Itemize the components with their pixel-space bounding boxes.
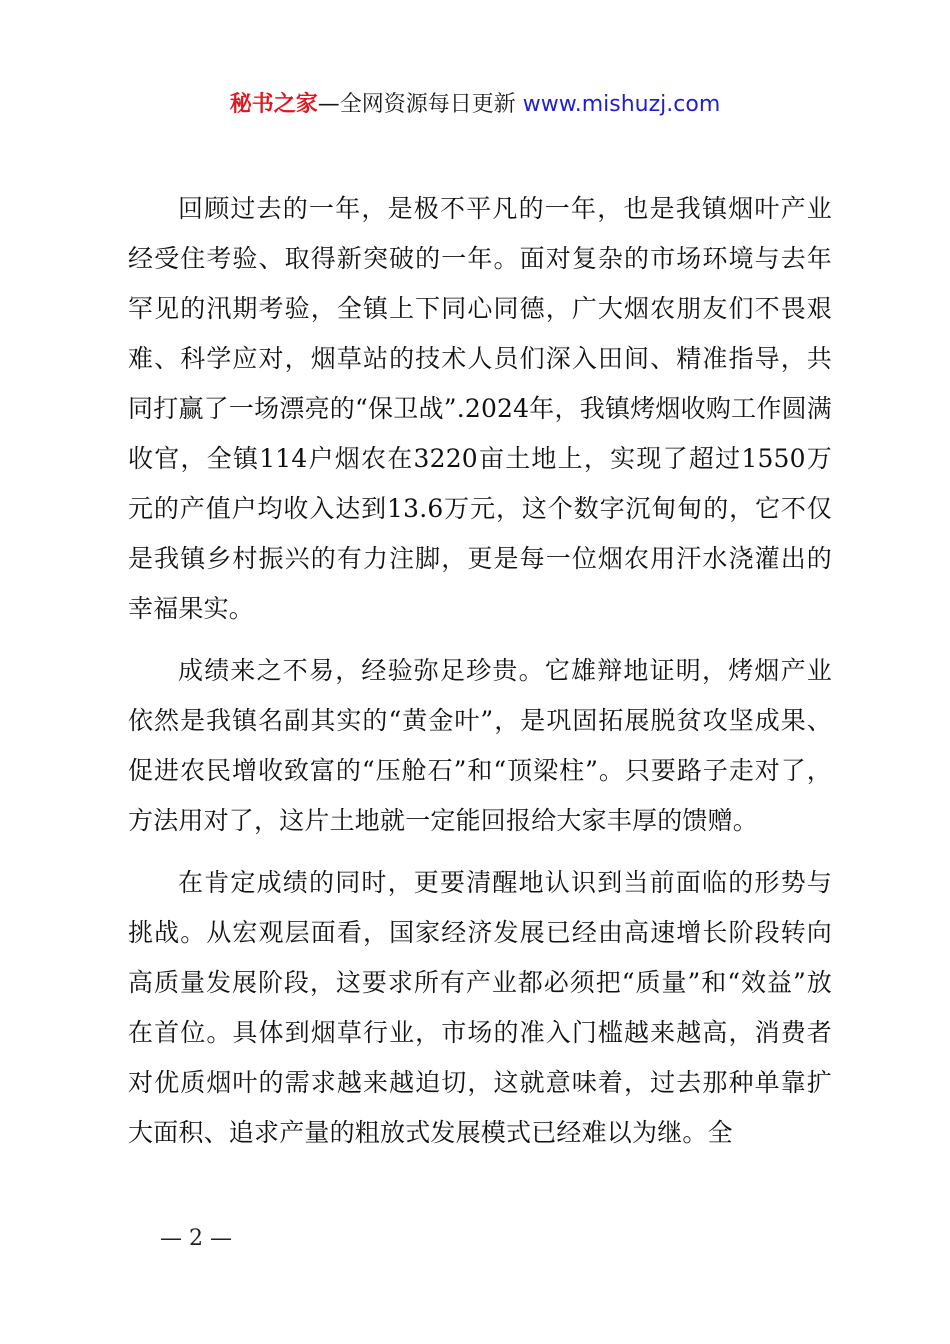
site-header xyxy=(0,88,950,122)
page-number: — 2 — xyxy=(160,1226,232,1251)
paragraph-2: 成绩来之不易，经验弥足珍贵。它雄辩地证明，烤烟产业依然是我镇名副其实的“黄金叶”，是巩固拓展脱贫攻坚成果、促进农民增收致富的“压舱石”和“顶梁柱”。只要路子走对了，方法用对了，这片土地就一定能回报给大家丰厚的馈赠。 xyxy=(128,656,832,835)
paragraph-1: 回顾过去的一年，是极不平凡的一年，也是我镇烟叶产业经受住考验、取得新突破的一年。面对复杂的市场环境与去年罕见的汛期考验，全镇上下同心同德，广大烟农朋友们不畏艰难、科学应对，烟草站的技术人员们深入田间、精准指导，共同打赢了一场漂亮的“保卫战”.2024年，我镇烤烟收购工作圆满收官，全镇114户烟农在3220亩土地上，实现了超过1550万元的产值户均收入达到13.6万元，这个数字沉甸甸的，它不仅是我镇乡村振兴的有力注脚，更是每一位烟农用汗水浇灌出的幸福果实。 xyxy=(128,194,832,623)
header-slogan: —全网资源每日更新 xyxy=(317,92,523,117)
site-url-link[interactable]: www.mishuzj.com xyxy=(522,92,721,117)
paragraph-3: 在肯定成绩的同时，更要清醒地认识到当前面临的形势与挑战。从宏观层面看，国家经济发展已经由高速增长阶段转向高质量发展阶段，这要求所有产业都必须把“质量”和“效益”放在首位。具体到烟草行业，市场的准入门槛越来越高，消费者对优质烟叶的需求越来越迫切，这就意味着，过去那种单靠扩大面积、追求产量的粗放式发展模式已经难以为继。全 xyxy=(128,868,832,1147)
brand-name: 秘书之家 xyxy=(229,92,318,117)
document-body xyxy=(128,184,832,1170)
